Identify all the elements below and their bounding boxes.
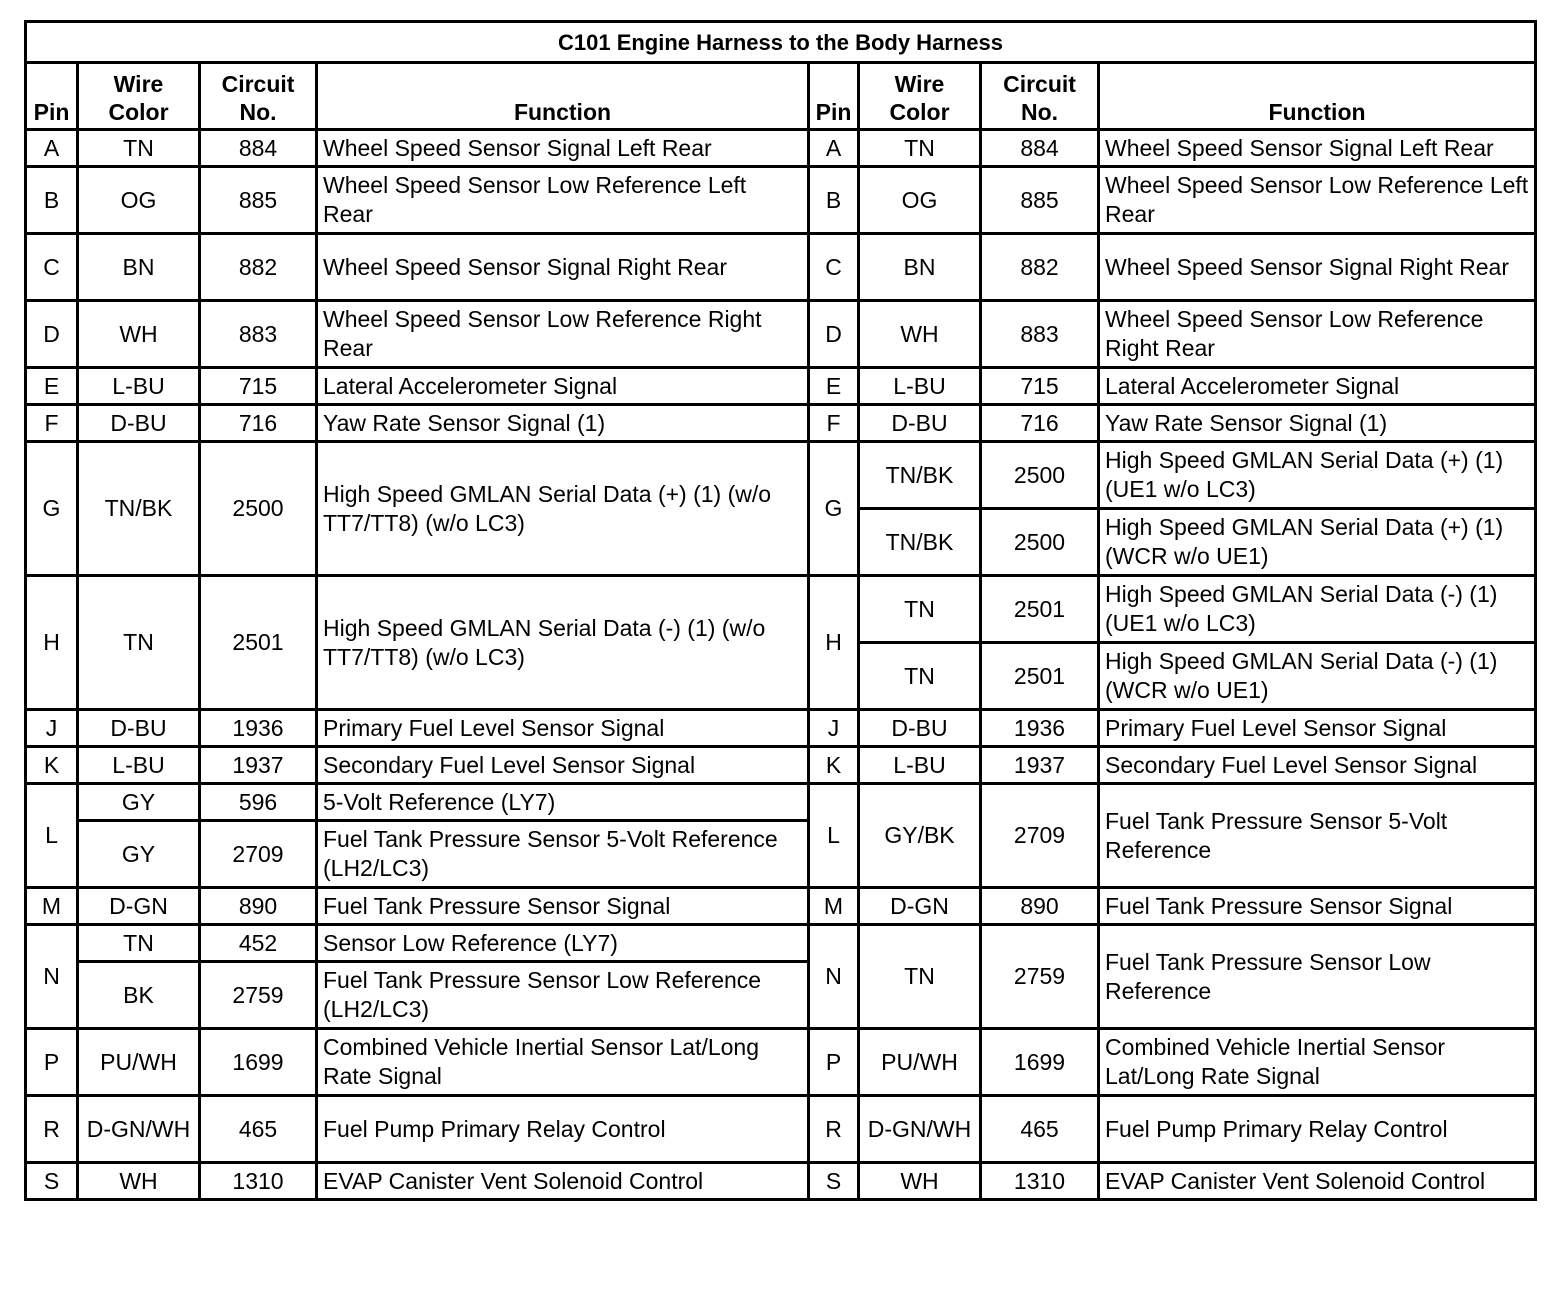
wire-color-cell: TN	[78, 576, 200, 710]
pin-cell: C	[26, 234, 78, 301]
circuit-cell: 1699	[200, 1029, 317, 1096]
wire-color-cell: WH	[78, 1163, 200, 1200]
function-cell: Fuel Tank Pressure Sensor 5-Volt Reference	[1099, 784, 1536, 888]
table-row	[26, 1163, 1536, 1200]
pin-cell: F	[809, 405, 859, 442]
circuit-cell: 716	[200, 405, 317, 442]
header-pin-left: Pin	[26, 63, 78, 130]
circuit-cell: 715	[981, 368, 1099, 405]
connector-table-wrapper	[24, 20, 1537, 1201]
circuit-cell: 884	[981, 130, 1099, 167]
function-cell: Wheel Speed Sensor Signal Right Rear	[317, 234, 809, 301]
pin-cell: K	[809, 747, 859, 784]
table-row	[26, 442, 1536, 509]
circuit-cell: 1699	[981, 1029, 1099, 1096]
circuit-cell: 882	[981, 234, 1099, 301]
wire-color-cell: TN	[78, 925, 200, 962]
pin-cell: E	[809, 368, 859, 405]
pin-cell: S	[26, 1163, 78, 1200]
function-cell: Lateral Accelerometer Signal	[317, 368, 809, 405]
table-row	[26, 301, 1536, 368]
wire-color-cell: PU/WH	[78, 1029, 200, 1096]
table-row	[26, 405, 1536, 442]
table-row	[26, 1029, 1536, 1096]
header-function-left: Function	[317, 63, 809, 130]
pin-cell: J	[809, 710, 859, 747]
function-cell: Wheel Speed Sensor Signal Right Rear	[1099, 234, 1536, 301]
pin-cell: A	[809, 130, 859, 167]
circuit-cell: 2709	[200, 821, 317, 888]
circuit-cell: 883	[200, 301, 317, 368]
wire-color-cell: BK	[78, 962, 200, 1029]
pin-cell: F	[26, 405, 78, 442]
circuit-cell: 885	[981, 167, 1099, 234]
function-cell: Fuel Tank Pressure Sensor 5-Volt Reference (LH2/LC3)	[317, 821, 809, 888]
wire-color-cell: GY	[78, 784, 200, 821]
wire-color-cell: WH	[859, 301, 981, 368]
circuit-cell: 452	[200, 925, 317, 962]
pin-cell: G	[26, 442, 78, 576]
circuit-cell: 1937	[981, 747, 1099, 784]
pin-cell: H	[809, 576, 859, 710]
circuit-cell: 465	[981, 1096, 1099, 1163]
wire-color-cell: GY	[78, 821, 200, 888]
pin-cell: R	[26, 1096, 78, 1163]
pin-cell: H	[26, 576, 78, 710]
wire-color-cell: OG	[859, 167, 981, 234]
circuit-cell: 1310	[981, 1163, 1099, 1200]
function-cell: Combined Vehicle Inertial Sensor Lat/Long Rate Signal	[317, 1029, 809, 1096]
pin-cell: S	[809, 1163, 859, 1200]
function-cell: Fuel Pump Primary Relay Control	[1099, 1096, 1536, 1163]
function-cell: Wheel Speed Sensor Signal Left Rear	[317, 130, 809, 167]
function-cell: High Speed GMLAN Serial Data (+) (1) (WCR w/o UE1)	[1099, 509, 1536, 576]
function-cell: EVAP Canister Vent Solenoid Control	[1099, 1163, 1536, 1200]
pin-cell: M	[809, 888, 859, 925]
circuit-cell: 596	[200, 784, 317, 821]
connector-pinout-table	[24, 20, 1537, 1201]
circuit-cell: 1936	[981, 710, 1099, 747]
wire-color-cell: TN	[859, 576, 981, 643]
pin-cell: P	[809, 1029, 859, 1096]
circuit-cell: 890	[200, 888, 317, 925]
function-cell: Secondary Fuel Level Sensor Signal	[317, 747, 809, 784]
circuit-cell: 2500	[200, 442, 317, 576]
header-wire-color-left: Wire Color	[78, 63, 200, 130]
function-cell: Yaw Rate Sensor Signal (1)	[1099, 405, 1536, 442]
function-cell: EVAP Canister Vent Solenoid Control	[317, 1163, 809, 1200]
pin-cell: R	[809, 1096, 859, 1163]
function-cell: Primary Fuel Level Sensor Signal	[1099, 710, 1536, 747]
pin-cell: L	[26, 784, 78, 888]
wire-color-cell: BN	[859, 234, 981, 301]
circuit-cell: 465	[200, 1096, 317, 1163]
header-wire-color-right: Wire Color	[859, 63, 981, 130]
wire-color-cell: D-GN/WH	[78, 1096, 200, 1163]
header-function-right: Function	[1099, 63, 1536, 130]
wire-color-cell: D-GN	[859, 888, 981, 925]
wire-color-cell: TN/BK	[859, 509, 981, 576]
pin-cell: P	[26, 1029, 78, 1096]
wire-color-cell: L-BU	[859, 747, 981, 784]
circuit-cell: 716	[981, 405, 1099, 442]
pin-cell: M	[26, 888, 78, 925]
wire-color-cell: D-GN	[78, 888, 200, 925]
circuit-cell: 890	[981, 888, 1099, 925]
function-cell: Combined Vehicle Inertial Sensor Lat/Long Rate Signal	[1099, 1029, 1536, 1096]
function-cell: Fuel Tank Pressure Sensor Low Reference	[1099, 925, 1536, 1029]
circuit-cell: 2709	[981, 784, 1099, 888]
circuit-cell: 885	[200, 167, 317, 234]
function-cell: Fuel Pump Primary Relay Control	[317, 1096, 809, 1163]
function-cell: High Speed GMLAN Serial Data (+) (1) (UE1 w/o LC3)	[1099, 442, 1536, 509]
function-cell: Primary Fuel Level Sensor Signal	[317, 710, 809, 747]
header-circuit-left: Circuit No.	[200, 63, 317, 130]
function-cell: Fuel Tank Pressure Sensor Signal	[1099, 888, 1536, 925]
circuit-cell: 2759	[981, 925, 1099, 1029]
circuit-cell: 1937	[200, 747, 317, 784]
circuit-cell: 715	[200, 368, 317, 405]
table-row	[26, 576, 1536, 643]
function-cell: High Speed GMLAN Serial Data (-) (1) (w/o TT7/TT8) (w/o LC3)	[317, 576, 809, 710]
pin-cell: A	[26, 130, 78, 167]
function-cell: High Speed GMLAN Serial Data (-) (1) (WCR w/o UE1)	[1099, 643, 1536, 710]
function-cell: Wheel Speed Sensor Low Reference Right Rear	[1099, 301, 1536, 368]
pin-cell: D	[809, 301, 859, 368]
function-cell: Fuel Tank Pressure Sensor Low Reference (LH2/LC3)	[317, 962, 809, 1029]
wire-color-cell: WH	[859, 1163, 981, 1200]
circuit-cell: 2759	[200, 962, 317, 1029]
circuit-cell: 1936	[200, 710, 317, 747]
function-cell: Yaw Rate Sensor Signal (1)	[317, 405, 809, 442]
wire-color-cell: D-BU	[78, 710, 200, 747]
circuit-cell: 882	[200, 234, 317, 301]
wire-color-cell: D-BU	[859, 710, 981, 747]
pin-cell: E	[26, 368, 78, 405]
wire-color-cell: OG	[78, 167, 200, 234]
wire-color-cell: BN	[78, 234, 200, 301]
pin-cell: C	[809, 234, 859, 301]
table-row	[26, 925, 1536, 962]
function-cell: Fuel Tank Pressure Sensor Signal	[317, 888, 809, 925]
circuit-cell: 2501	[981, 643, 1099, 710]
circuit-cell: 883	[981, 301, 1099, 368]
pin-cell: N	[26, 925, 78, 1029]
wire-color-cell: TN	[859, 130, 981, 167]
header-circuit-right: Circuit No.	[981, 63, 1099, 130]
circuit-cell: 884	[200, 130, 317, 167]
function-cell: Wheel Speed Sensor Signal Left Rear	[1099, 130, 1536, 167]
pin-cell: L	[809, 784, 859, 888]
wire-color-cell: TN	[859, 925, 981, 1029]
wire-color-cell: TN/BK	[78, 442, 200, 576]
pin-cell: B	[809, 167, 859, 234]
table-row	[26, 784, 1536, 821]
table-row	[26, 368, 1536, 405]
circuit-cell: 2501	[200, 576, 317, 710]
pin-cell: G	[809, 442, 859, 576]
function-cell: Wheel Speed Sensor Low Reference Left Rear	[1099, 167, 1536, 234]
function-cell: Lateral Accelerometer Signal	[1099, 368, 1536, 405]
wire-color-cell: WH	[78, 301, 200, 368]
wire-color-cell: PU/WH	[859, 1029, 981, 1096]
wire-color-cell: TN	[859, 643, 981, 710]
table-row	[26, 888, 1536, 925]
function-cell: Wheel Speed Sensor Low Reference Left Rear	[317, 167, 809, 234]
table-row	[26, 1096, 1536, 1163]
function-cell: Secondary Fuel Level Sensor Signal	[1099, 747, 1536, 784]
function-cell: Wheel Speed Sensor Low Reference Right Rear	[317, 301, 809, 368]
wire-color-cell: D-GN/WH	[859, 1096, 981, 1163]
pin-cell: J	[26, 710, 78, 747]
wire-color-cell: D-BU	[78, 405, 200, 442]
circuit-cell: 2501	[981, 576, 1099, 643]
wire-color-cell: L-BU	[78, 368, 200, 405]
header-pin-right: Pin	[809, 63, 859, 130]
pin-cell: N	[809, 925, 859, 1029]
function-cell: 5-Volt Reference (LY7)	[317, 784, 809, 821]
wire-color-cell: GY/BK	[859, 784, 981, 888]
table-row	[26, 710, 1536, 747]
wire-color-cell: L-BU	[78, 747, 200, 784]
function-cell: High Speed GMLAN Serial Data (+) (1) (w/o TT7/TT8) (w/o LC3)	[317, 442, 809, 576]
circuit-cell: 2500	[981, 442, 1099, 509]
function-cell: Sensor Low Reference (LY7)	[317, 925, 809, 962]
table-row	[26, 167, 1536, 234]
circuit-cell: 1310	[200, 1163, 317, 1200]
table-row	[26, 234, 1536, 301]
table-row	[26, 130, 1536, 167]
table-title: C101 Engine Harness to the Body Harness	[26, 22, 1536, 63]
pin-cell: B	[26, 167, 78, 234]
pin-cell: K	[26, 747, 78, 784]
table-row	[26, 747, 1536, 784]
wire-color-cell: D-BU	[859, 405, 981, 442]
wire-color-cell: TN/BK	[859, 442, 981, 509]
function-cell: High Speed GMLAN Serial Data (-) (1) (UE1 w/o LC3)	[1099, 576, 1536, 643]
wire-color-cell: L-BU	[859, 368, 981, 405]
circuit-cell: 2500	[981, 509, 1099, 576]
pin-cell: D	[26, 301, 78, 368]
wire-color-cell: TN	[78, 130, 200, 167]
